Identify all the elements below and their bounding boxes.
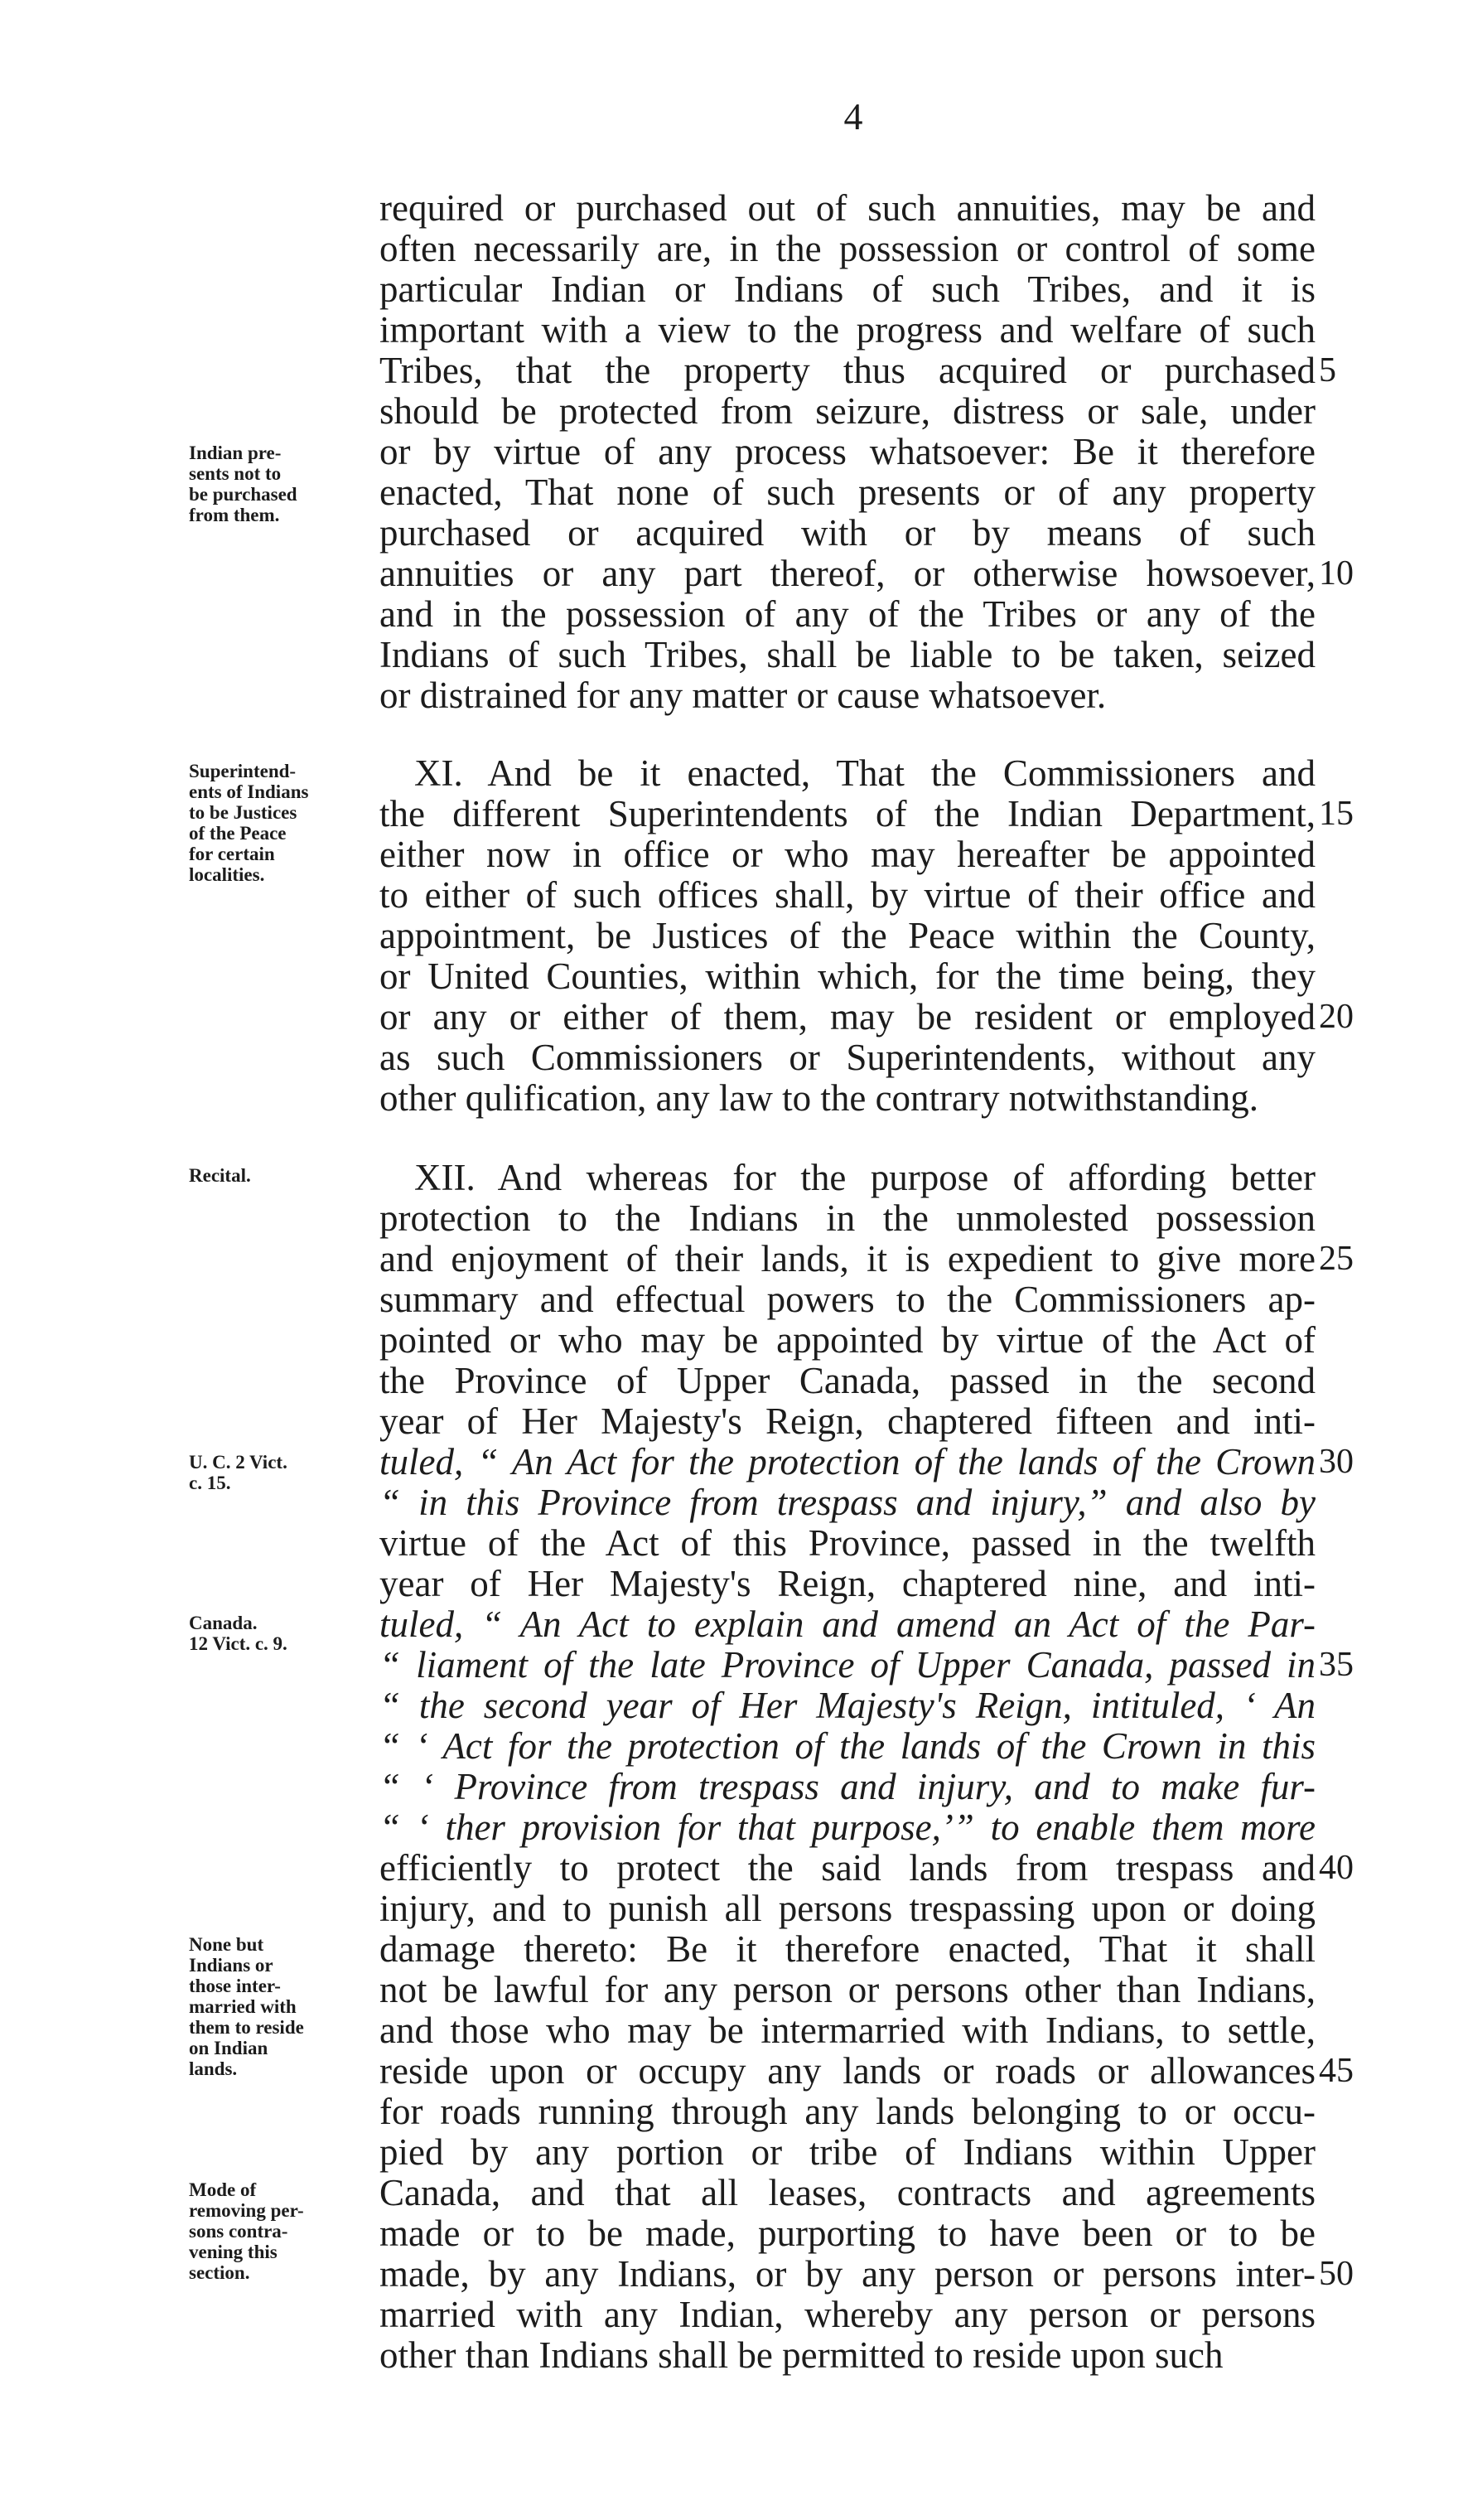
body-line: Tribes, that the property thus acquired or purchased	[379, 350, 1316, 391]
body-line: or distrained for any matter or cause whatsoever.	[379, 675, 1107, 716]
body-line: “ in this Province from trespass and injury,” and also by	[379, 1482, 1316, 1523]
margin-note-uc-act	[189, 1452, 388, 1493]
margin-note-line: lands.	[189, 2058, 238, 2079]
body-line: required or purchased out of such annuities, may be and	[379, 187, 1316, 229]
body-line: “ the second year of Her Majesty's Reign, intituled, ‘ An	[379, 1685, 1316, 1726]
margin-note-line: Indians or	[189, 1955, 273, 1976]
line-number: 40	[1319, 1849, 1354, 1887]
margin-note-none-but-indians	[189, 1934, 388, 2079]
body-line: important with a view to the progress and welfare of such	[379, 309, 1316, 351]
body-line: “ ‘ Province from trespass and injury, and to make fur-	[379, 1766, 1316, 1807]
body-line: or United Counties, within which, for the time being, they	[379, 955, 1316, 997]
line-number: 20	[1319, 998, 1354, 1036]
body-line: and enjoyment of their lands, it is expedient to give more	[379, 1238, 1316, 1279]
margin-note-line: sons contra-	[189, 2221, 288, 2242]
line-number: 35	[1319, 1646, 1354, 1684]
body-line: to either of such offices shall, by virtue of their office and	[379, 874, 1316, 916]
section-xi-heading-line: XI. And be it enacted, That the Commissioners and	[414, 752, 1316, 794]
body-line: reside upon or occupy any lands or roads or allowances	[379, 2050, 1316, 2092]
margin-note-line: of the Peace	[189, 823, 287, 844]
body-line: not be lawful for any person or persons other than Indians,	[379, 1969, 1316, 2010]
body-line: pied by any portion or tribe of Indians within Upper	[379, 2131, 1316, 2173]
body-line: tuled, “ An Act to explain and amend an Act of the Par-	[379, 1603, 1316, 1645]
body-line: and those who may be intermarried with Indians, to settle,	[379, 2010, 1316, 2051]
body-line: particular Indian or Indians of such Tribes, and it is	[379, 268, 1316, 310]
margin-note-line: them to reside	[189, 2017, 304, 2038]
margin-note-indian-presents	[189, 443, 388, 525]
margin-note-mode-of-removing	[189, 2179, 388, 2283]
margin-note-line: Mode of	[189, 2179, 257, 2200]
body-line: pointed or who may be appointed by virtue of the Act of	[379, 1319, 1316, 1361]
line-number: 10	[1319, 554, 1354, 593]
body-line: year of Her Majesty's Reign, chaptered nine, and inti-	[379, 1563, 1316, 1604]
margin-note-line: 12 Vict. c. 9.	[189, 1633, 287, 1654]
body-line: virtue of the Act of this Province, passed in the twelfth	[379, 1522, 1316, 1564]
body-line: made, by any Indians, or by any person or persons inter-	[379, 2253, 1316, 2295]
margin-note-line: Indian pre-	[189, 443, 282, 463]
margin-note-line: to be Justices	[189, 802, 297, 823]
body-line: as such Commissioners or Superintendents, without any	[379, 1037, 1316, 1078]
body-line: appointment, be Justices of the Peace within the County,	[379, 915, 1316, 956]
body-line: “ ‘ ther provision for that purpose,’” to enable them more	[379, 1807, 1316, 1848]
margin-note-canada-act	[189, 1613, 388, 1654]
margin-note-line: removing per-	[189, 2200, 304, 2221]
body-line: efficiently to protect the said lands from trespass and	[379, 1847, 1316, 1889]
body-line: summary and effectual powers to the Commissioners ap-	[379, 1279, 1316, 1320]
line-number: 25	[1319, 1240, 1354, 1278]
margin-note-line: localities.	[189, 864, 265, 885]
body-line: “ ‘ Act for the protection of the lands of the Crown in this	[379, 1725, 1316, 1767]
margin-note-line: sents not to	[189, 463, 282, 484]
body-line: or any or either of them, may be resident or employed	[379, 996, 1316, 1038]
margin-note-line: section.	[189, 2262, 250, 2283]
margin-note-line: vening this	[189, 2242, 278, 2262]
margin-note-line: Superintend-	[189, 761, 297, 781]
section-xii-heading-line: XII. And whereas for the purpose of affording better	[414, 1157, 1316, 1198]
body-line: other qulification, any law to the contrary notwithstanding.	[379, 1077, 1258, 1119]
body-line: the Province of Upper Canada, passed in the second	[379, 1360, 1316, 1401]
body-line: enacted, That none of such presents or of any property	[379, 472, 1316, 513]
margin-note-line: be purchased	[189, 484, 297, 505]
margin-note-line: for certain	[189, 844, 275, 864]
line-number: 45	[1319, 2052, 1354, 2090]
body-line: Canada, and that all leases, contracts and agreements	[379, 2172, 1316, 2213]
margin-note-line: c. 15.	[189, 1473, 231, 1493]
body-line: year of Her Majesty's Reign, chaptered fifteen and inti-	[379, 1400, 1316, 1442]
line-number: 50	[1319, 2255, 1354, 2293]
body-line: either now in office or who may hereafter be appointed	[379, 834, 1316, 875]
margin-note-line: from them.	[189, 505, 280, 525]
margin-note-line: Canada.	[189, 1613, 258, 1633]
page-number: 4	[843, 95, 863, 138]
body-line: damage thereto: Be it therefore enacted, That it shall	[379, 1928, 1316, 1970]
body-line: the different Superintendents of the Indian Department,	[379, 793, 1316, 834]
line-number: 15	[1319, 795, 1354, 833]
margin-note-line: U. C. 2 Vict.	[189, 1452, 287, 1473]
margin-note-line: Recital.	[189, 1165, 251, 1186]
margin-note-line: ents of Indians	[189, 781, 309, 802]
body-line: or by virtue of any process whatsoever: Be it therefore	[379, 431, 1316, 472]
margin-note-line: on Indian	[189, 2038, 268, 2058]
body-line: married with any Indian, whereby any person or persons	[379, 2294, 1316, 2335]
margin-note-line: None but	[189, 1934, 264, 1955]
margin-note-line: married with	[189, 1996, 297, 2017]
margin-note-recital	[189, 1165, 388, 1186]
body-line: injury, and to punish all persons trespassing upon or doing	[379, 1888, 1316, 1929]
body-line: and in the possession of any of the Tribes or any of the	[379, 593, 1316, 635]
body-line: should be protected from seizure, distress or sale, under	[379, 390, 1316, 432]
margin-note-line: those inter-	[189, 1976, 281, 1996]
body-line: annuities or any part thereof, or otherwise howsoever,	[379, 553, 1316, 594]
body-line: made or to be made, purporting to have been or to be	[379, 2213, 1316, 2254]
line-number: 30	[1319, 1443, 1354, 1481]
body-line: protection to the Indians in the unmolested possession	[379, 1197, 1316, 1239]
body-line: purchased or acquired with or by means of such	[379, 512, 1316, 554]
body-line: other than Indians shall be permitted to reside upon such	[379, 2334, 1224, 2376]
body-line: for roads running through any lands belonging to or occu-	[379, 2091, 1316, 2132]
margin-note-superintendents	[189, 761, 388, 885]
body-line: tuled, “ An Act for the protection of the lands of the Crown	[379, 1441, 1316, 1482]
body-line: “ liament of the late Province of Upper Canada, passed in	[379, 1644, 1316, 1686]
body-line: often necessarily are, in the possession or control of some	[379, 228, 1316, 269]
line-number: 5	[1319, 351, 1336, 389]
body-line: Indians of such Tribes, shall be liable to be taken, seized	[379, 634, 1316, 675]
